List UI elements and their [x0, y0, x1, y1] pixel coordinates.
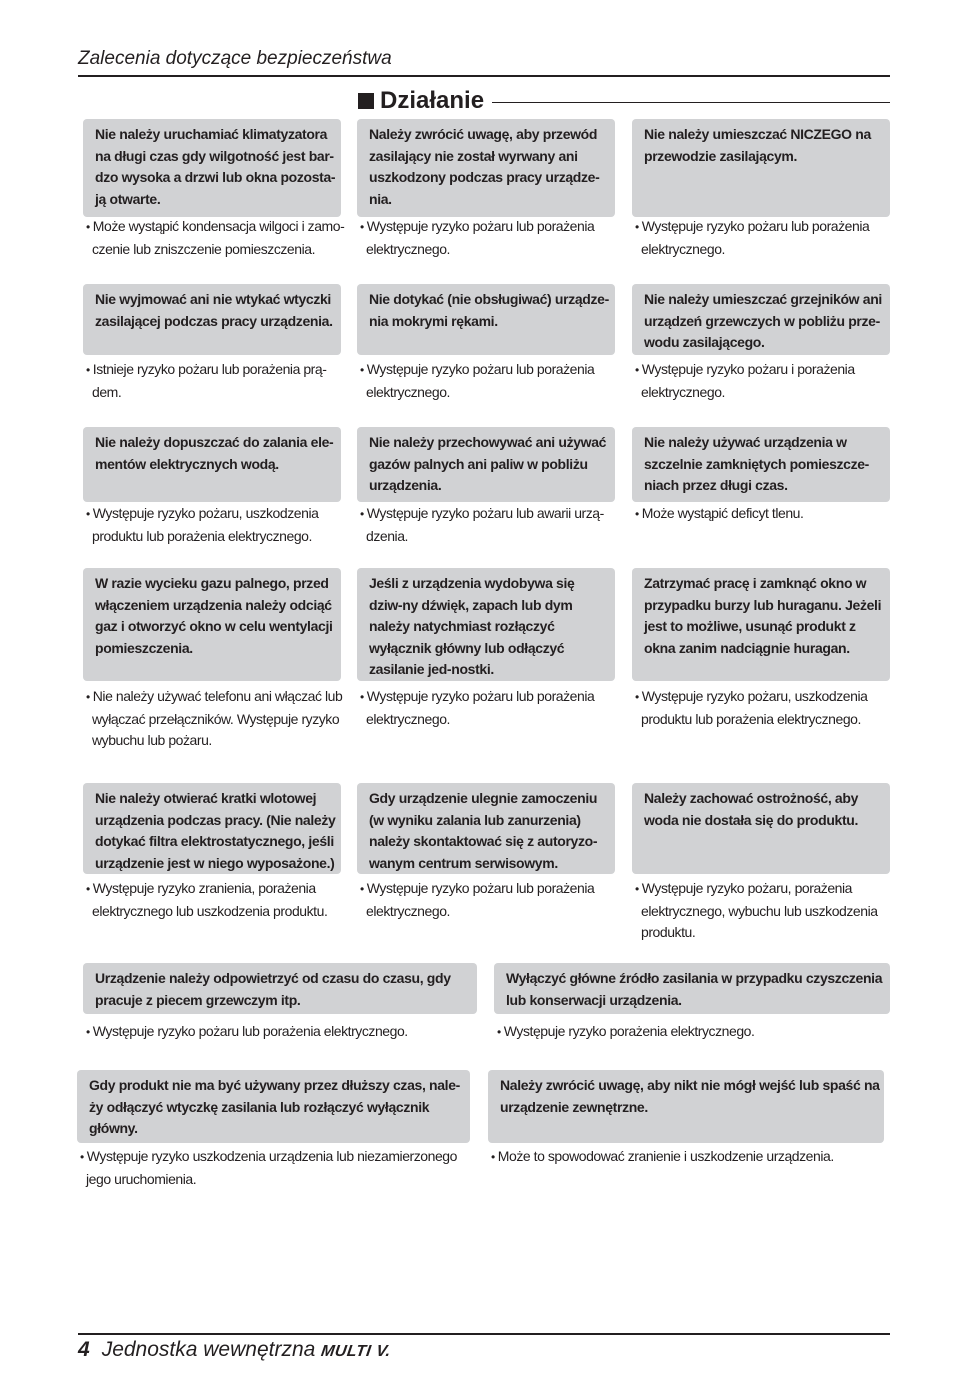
warning-box: Urządzenie należy odpowietrzyć od czasu do czasu, gdy pracuje z piecem grzewczym itp.: [83, 963, 477, 1014]
warning-note-text: Występuje ryzyko uszkodzenia urządzenia lub niezamierzonego jego uruchomienia.: [86, 1148, 457, 1187]
warning-box: Gdy urządzenie ulegnie zamoczeniu (w wyniku zalania lub zanurzenia) należy skontaktować się z autoryzo-wanym centrum serwisowym.: [357, 783, 615, 874]
warning-box: Wyłączyć główne źródło zasilania w przypadku czyszczenia lub konserwacji urządzenia.: [494, 963, 890, 1014]
warning-note: [83, 686, 345, 752]
warning-note-text: Może wystąpić deficyt tlenu.: [641, 505, 804, 521]
warning-note: [83, 503, 345, 547]
warning-note-text: Występuje ryzyko pożaru lub porażenia elektrycznego.: [366, 688, 595, 727]
section-title: Działanie: [380, 87, 485, 114]
warning-note: [357, 878, 619, 922]
warning-note: [357, 216, 619, 260]
bullet: •: [360, 690, 364, 704]
warning-note-text: Występuje ryzyko pożaru, uszkodzenia produktu lub porażenia elektrycznego.: [92, 505, 319, 544]
bullet: •: [360, 363, 364, 377]
bullet: •: [497, 1025, 501, 1039]
warning-box: Nie należy umieszczać NICZEGO na przewodzie zasilającym.: [632, 119, 890, 217]
warning-note: [357, 359, 619, 403]
page-header-title: Zalecenia dotyczące bezpieczeństwa: [78, 48, 392, 69]
warning-note: [357, 686, 619, 730]
bullet: •: [635, 507, 639, 521]
section-rule: [492, 102, 890, 103]
warning-box: Nie należy uruchamiać klimatyzatora na długi czas gdy wilgotność jest bar-dzo wysoka a drzwi lub okna pozosta-ją otwarte.: [83, 119, 341, 217]
warning-note: [488, 1146, 888, 1169]
page-footer: [78, 1335, 391, 1365]
warning-box: Nie należy umieszczać grzejników ani urządzeń grzewczych w pobliżu prze-wodu zasilającego.: [632, 284, 890, 355]
warning-note: [83, 878, 345, 922]
bullet: •: [491, 1150, 495, 1164]
warning-note-text: Występuje ryzyko pożaru lub porażenia elektrycznego.: [366, 361, 595, 400]
bullet: •: [86, 690, 90, 704]
warning-note-text: Występuje ryzyko pożaru lub porażenia elektrycznego.: [366, 218, 595, 257]
warning-note-text: Występuje ryzyko pożaru lub porażenia elektrycznego.: [92, 1023, 408, 1039]
warning-box: Zatrzymać pracę i zamknąć okno w przypadku burzy lub huraganu. Jeżeli jest to możliwe, usunąć produkt z okna zanim nadciągnie huragan.: [632, 568, 890, 681]
warning-note: [632, 503, 894, 526]
warning-note-text: Występuje ryzyko zranienia, porażenia elektrycznego lub uszkodzenia produktu.: [92, 880, 328, 919]
warning-box: Nie należy używać urządzenia w szczelnie zamkniętych pomieszcze-niach przez długi czas.: [632, 427, 890, 502]
bullet: •: [635, 690, 639, 704]
bullet: •: [86, 363, 90, 377]
bullet: •: [360, 882, 364, 896]
warning-note: [632, 359, 894, 403]
warning-box: Należy zwrócić uwagę, aby nikt nie mógł wejść lub spaść na urządzenie zewnętrzne.: [488, 1070, 884, 1143]
warning-note: [83, 216, 345, 260]
bullet: •: [360, 507, 364, 521]
bullet: •: [80, 1150, 84, 1164]
warning-note-text: Może to spowodować zranienie i uszkodzenie urządzenia.: [497, 1148, 834, 1164]
bullet: •: [86, 882, 90, 896]
warning-box: Nie należy dopuszczać do zalania ele-mentów elektrycznych wodą.: [83, 427, 341, 502]
warning-box: Nie dotykać (nie obsługiwać) urządze-nia mokrymi rękami.: [357, 284, 615, 355]
bullet: •: [635, 363, 639, 377]
warning-note: [632, 878, 894, 944]
warning-note: [357, 503, 619, 547]
warning-box: Należy zwrócić uwagę, aby przewód zasilający nie został wyrwany ani uszkodzony podczas pracy urządze-nia.: [357, 119, 615, 217]
warning-note-text: Występuje ryzyko pożaru, uszkodzenia produktu lub porażenia elektrycznego.: [641, 688, 868, 727]
bullet: •: [86, 220, 90, 234]
warning-note-text: Występuje ryzyko pożaru i porażenia elektrycznego.: [641, 361, 855, 400]
warning-box: Jeśli z urządzenia wydobywa się dziw-ny dźwięk, zapach lub dym należy natychmiast rozłączyć wyłącznik główny lub odłączyć zasilanie jed-nostki.: [357, 568, 615, 681]
warning-note-text: Występuje ryzyko porażenia elektrycznego.: [503, 1023, 755, 1039]
bullet: •: [360, 220, 364, 234]
warning-box: W razie wycieku gazu palnego, przed włączeniem urządzenia należy odciąć gaz i otworzyć okno w celu wentylacji pomieszczenia.: [83, 568, 341, 681]
warning-note: [83, 359, 345, 403]
header-rule: [78, 75, 890, 77]
page-number: 4: [78, 1338, 90, 1361]
warning-note-text: Występuje ryzyko pożaru lub porażenia elektrycznego.: [641, 218, 870, 257]
warning-box: Gdy produkt nie ma być używany przez dłuższy czas, nale-ży odłączyć wtyczkę zasilania lub rozłączyć wyłącznik główny.: [77, 1070, 470, 1143]
warning-box: Nie należy otwierać kratki wlotowej urządzenia podczas pracy. (Nie należy dotykać filtra elektrostatycznego, jeśli urządzenie jest w niego wyposażone.): [83, 783, 341, 874]
warning-note-text: Nie należy używać telefonu ani włączać lub wyłączać przełączników. Występuje ryzyko wybuchu lub pożaru.: [92, 688, 343, 748]
warning-note: [77, 1146, 477, 1190]
warning-box: Nie wyjmować ani nie wtykać wtyczki zasilającej podczas pracy urządzenia.: [83, 284, 341, 355]
warning-note-text: Występuje ryzyko pożaru lub awarii urzą-dzenia.: [366, 505, 604, 544]
warning-box: Należy zachować ostrożność, aby woda nie dostała się do produktu.: [632, 783, 890, 874]
warning-note-text: Istnieje ryzyko pożaru lub porażenia prą-dem.: [92, 361, 327, 400]
warning-note: [83, 1021, 481, 1044]
bullet: •: [86, 1025, 90, 1039]
bullet: •: [635, 882, 639, 896]
bullet: •: [86, 507, 90, 521]
footer-title: Jednostka wewnętrzna: [101, 1338, 316, 1361]
warning-box: Nie należy przechowywać ani używać gazów palnych ani paliw w pobliżu urządzenia.: [357, 427, 615, 502]
warning-note-text: Występuje ryzyko pożaru lub porażenia elektrycznego.: [366, 880, 595, 919]
bullet: •: [635, 220, 639, 234]
warning-note: [494, 1021, 892, 1044]
warning-note-text: Występuje ryzyko pożaru, porażenia elektrycznego, wybuchu lub uszkodzenia produktu.: [641, 880, 878, 940]
section-heading: [358, 86, 890, 116]
warning-note: [632, 216, 894, 260]
brand-logo: MULTI V.: [320, 1343, 393, 1360]
section-bullet-square: [358, 93, 374, 109]
warning-note: [632, 686, 894, 730]
warning-note-text: Może wystąpić kondensacja wilgoci i zamo-czenie lub zniszczenie pomieszczenia.: [92, 218, 345, 257]
